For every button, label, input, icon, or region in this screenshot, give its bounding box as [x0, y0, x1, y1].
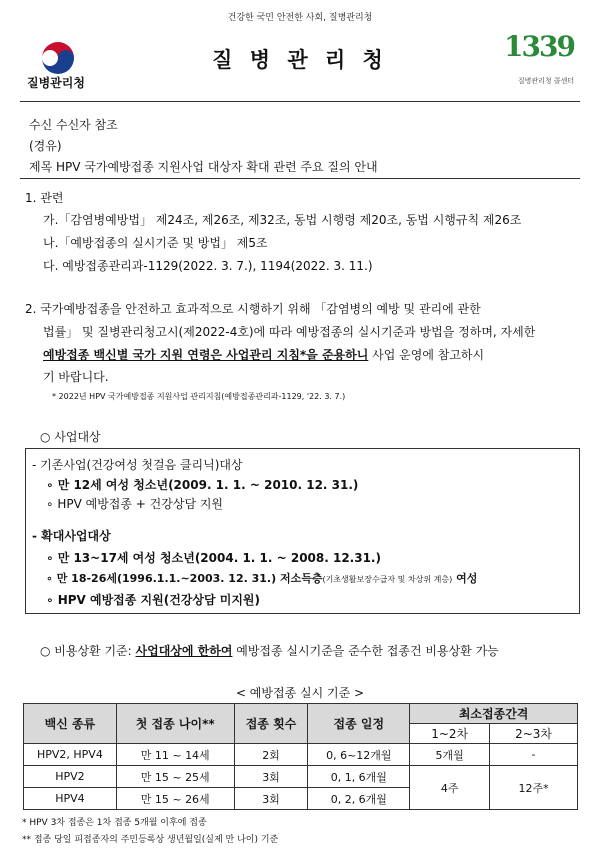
section2-line1: 2. 국가예방접종을 안전하고 효과적으로 시행하기 위해 「감염병의 예방 및 관리에 관한 — [25, 302, 481, 316]
row1-schedule: 0, 6~12개월 — [308, 744, 410, 766]
section2-footnote: * 2022년 HPV 국가예방접종 지원사업 관리지침(예방접종관리과-1129, '22. 3. 7.) — [52, 392, 346, 401]
header-min-interval: 최소접종간격 — [410, 704, 578, 724]
reimburse-line — [40, 642, 499, 659]
row1-age: 만 11 ~ 14세 — [116, 744, 234, 766]
subject-divider — [20, 178, 580, 179]
section2-emphasis: 예방접종 백신별 국가 지원 연령은 사업관리 지침*을 준용하니 — [43, 348, 369, 362]
section2-line2: 법률」 및 질병관리청고시(제2022-4호)에 따라 예방접종의 실시기준과 방법을 정하며, 자세한 — [43, 325, 536, 339]
expanded-item-2 — [46, 570, 477, 586]
existing-item-2: ∘ HPV 예방접종 + 건강상담 지원 — [46, 497, 224, 511]
section2-line3-rest: 사업 운영에 참고하시 — [368, 348, 485, 362]
row2-interval12: 4주 — [410, 766, 490, 810]
hotline-number: 1339 — [504, 30, 574, 63]
table-footnote-1: * HPV 3차 접종은 1차 접종 5개월 이후에 접종 — [22, 818, 207, 828]
header-first-age: 첫 접종 나이** — [116, 704, 234, 744]
expanded-item-2-note: (기초생활보장수급자 및 차상위 계층) — [322, 575, 453, 584]
via: (경유) — [29, 139, 62, 153]
target-heading: ○ 사업대상 — [40, 430, 101, 444]
existing-item-1: ∘ 만 12세 여성 청소년(2009. 1. 1. ~ 2010. 12. 31.) — [46, 478, 359, 492]
row3-age: 만 15 ~ 26세 — [116, 788, 234, 810]
row2-interval23: 12주* — [490, 766, 578, 810]
row1-vaccine: HPV2, HPV4 — [24, 744, 117, 766]
table-row — [24, 744, 578, 766]
row2-doses: 3회 — [234, 766, 308, 788]
table-footnote-2: ** 접종 당일 피접종자의 주민등록상 생년월일(실제 만 나이) 기준 — [22, 835, 279, 845]
agency-title: 질 병 관 리 청 — [212, 48, 388, 72]
vaccination-table — [23, 703, 578, 810]
expanded-item-1: ∘ 만 13~17세 여성 청소년(2004. 1. 1. ~ 2008. 12.31.) — [46, 551, 381, 565]
section1-item-a: 가.「감염병예방법」 제24조, 제26조, 제32조, 동법 시행령 제20조, 동법 시행규칙 제26조 — [43, 213, 522, 227]
header-divider — [20, 101, 580, 102]
hotline-sub: 질병관리청 콜센터 — [517, 77, 575, 85]
expanded-item-3: ∘ HPV 예방접종 지원(건강상담 미지원) — [46, 593, 261, 607]
header-dose12: 1~2차 — [410, 724, 490, 744]
expanded-title: - 확대사업대상 — [32, 529, 111, 543]
header-doses: 접종 횟수 — [234, 704, 308, 744]
row3-schedule: 0, 2, 6개월 — [308, 788, 410, 810]
row1-doses: 2회 — [234, 744, 308, 766]
existing-title: - 기존사업(건강여성 첫걸음 클리닉)대상 — [32, 458, 243, 472]
reimburse-underlined: 사업대상에 한하여 — [135, 644, 233, 658]
row3-doses: 3회 — [234, 788, 308, 810]
row2-age: 만 15 ~ 25세 — [116, 766, 234, 788]
section2-line4: 기 바랍니다. — [43, 370, 109, 384]
slogan: 건강한 국민 안전한 사회, 질병관리청 — [227, 13, 373, 23]
row2-schedule: 0, 1, 6개월 — [308, 766, 410, 788]
expanded-item-2-end: 여성 — [452, 572, 478, 585]
section1-heading: 1. 관련 — [25, 191, 64, 205]
row3-vaccine: HPV4 — [24, 788, 117, 810]
row1-interval23: - — [490, 744, 578, 766]
section2-line3 — [43, 346, 484, 363]
logo-text: 질병관리청 — [27, 76, 85, 90]
header-vaccine: 백신 종류 — [24, 704, 117, 744]
table-row — [24, 766, 578, 788]
expanded-item-2-main: ∘ 만 18-26세(1996.1.1.~2003. 12. 31.) 저소득층 — [46, 572, 323, 585]
row2-vaccine: HPV2 — [24, 766, 117, 788]
subject: 제목 HPV 국가예방접종 지원사업 대상자 확대 관련 주요 질의 안내 — [29, 160, 378, 174]
header-schedule: 접종 일정 — [308, 704, 410, 744]
header-dose23: 2~3차 — [490, 724, 578, 744]
section1-item-b: 나.「예방접종의 실시기준 및 방법」 제5조 — [43, 236, 268, 250]
table-caption: < 예방접종 실시 기준 > — [235, 686, 365, 700]
row1-interval12: 5개월 — [410, 744, 490, 766]
reimburse-suffix: 예방접종 실시기준을 준수한 접종건 비용상환 가능 — [232, 644, 499, 658]
recipient: 수신 수신자 참조 — [29, 118, 118, 132]
section1-item-c: 다. 예방접종관리과-1129(2022. 3. 7.), 1194(2022. 3. 11.) — [43, 259, 373, 273]
reimburse-prefix: ○ 비용상환 기준: — [40, 644, 136, 658]
